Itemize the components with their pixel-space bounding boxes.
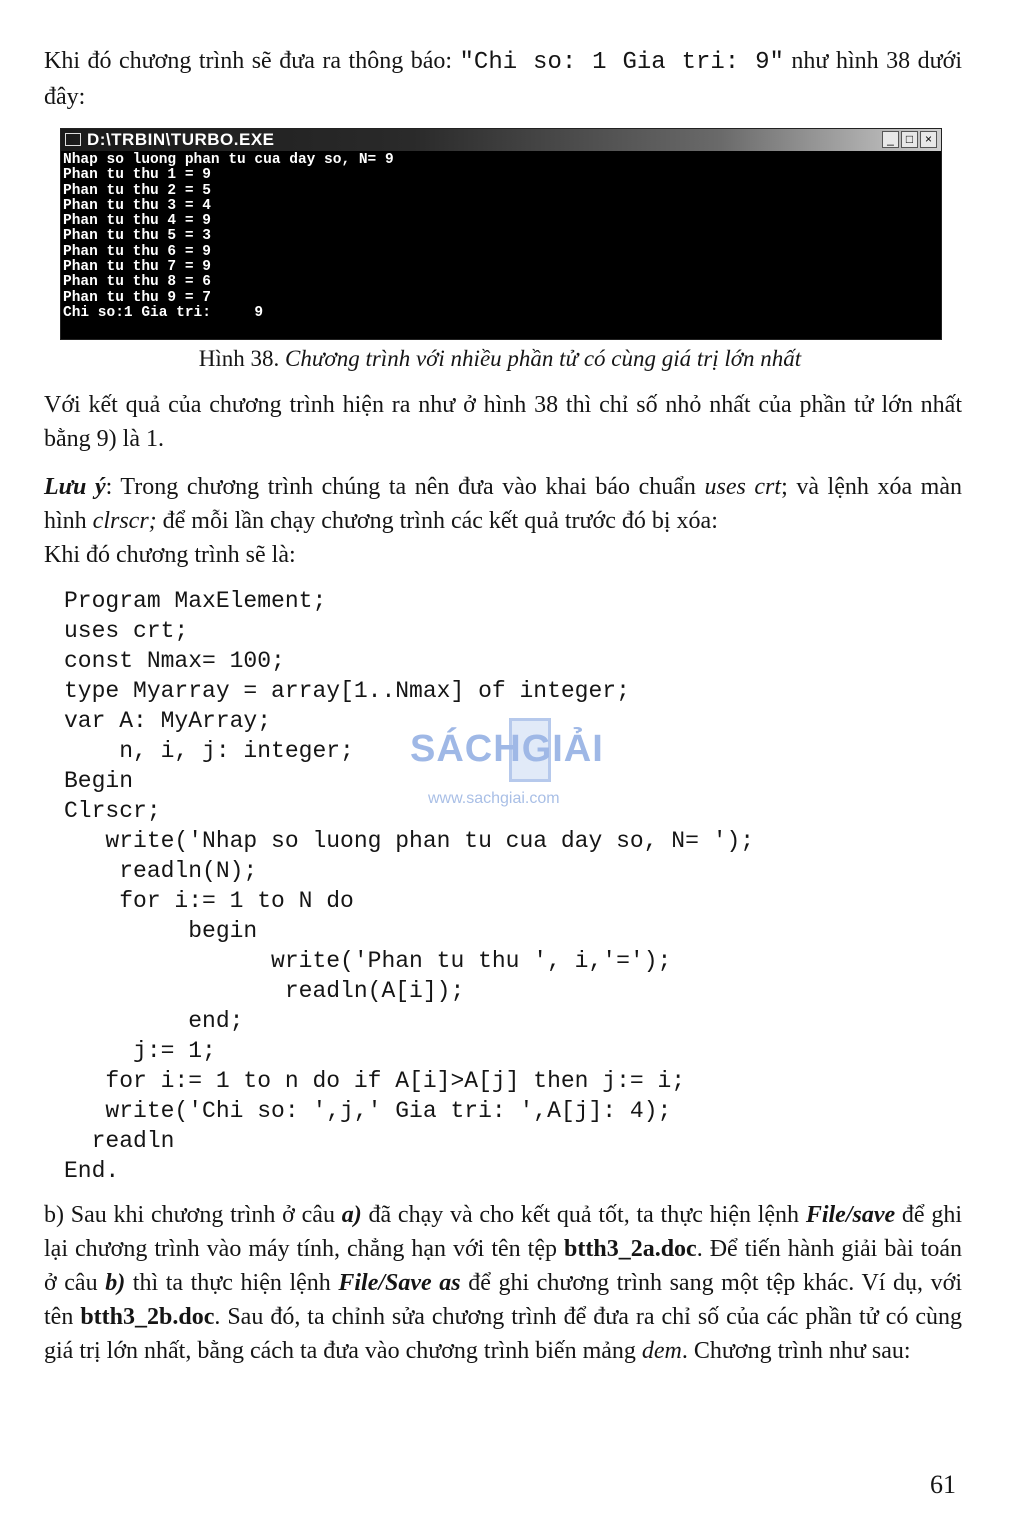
code-line: readln bbox=[64, 1128, 175, 1154]
console-line: Phan tu thu 9 = 7 bbox=[63, 289, 211, 306]
maximize-button[interactable]: □ bbox=[901, 131, 918, 148]
para-b-ref-b: b) bbox=[105, 1270, 126, 1296]
intro-text: Khi đó chương trình sẽ đưa ra thông báo: bbox=[44, 48, 460, 74]
code-line: write('Nhap so luong phan tu cua day so, N= '); bbox=[64, 828, 755, 854]
console-titlebar bbox=[61, 129, 941, 151]
console-line: Chi so:1 Gia tri: 9 bbox=[63, 304, 264, 321]
watermark-brand-right: IẢI bbox=[552, 728, 604, 770]
code-line: Program MaxElement; bbox=[64, 588, 327, 614]
console-line: Phan tu thu 7 = 9 bbox=[63, 259, 211, 276]
code-line: write('Phan tu thu ', i,'='); bbox=[64, 948, 672, 974]
para-b-text-3: để ghi lại chương trình vào máy tính, chẳng hạn với tên tệp bbox=[44, 1202, 962, 1262]
para-b-filename-1: btth3_2a.doc bbox=[564, 1236, 697, 1262]
para-b-file-save: File/save bbox=[805, 1202, 896, 1228]
console-line: Nhap so luong phan tu cua day so, N= 9 bbox=[63, 152, 394, 168]
note-paragraph bbox=[44, 470, 962, 538]
caption-text: Chương trình với nhiều phần tử có cùng giá trị lớn nhất bbox=[285, 346, 802, 371]
pascal-code-block bbox=[64, 586, 754, 1186]
code-line: var A: MyArray; bbox=[64, 708, 272, 734]
note-label: Lưu ý bbox=[44, 474, 106, 500]
code-line: Begin bbox=[64, 768, 134, 794]
para-b-text-7: . Sau đó, ta chỉnh sửa chương trình để đưa ra chỉ số của các phần tử có cùng giá trị lớn nhất, bằng cách ta đưa vào chương trình biến mảng bbox=[44, 1304, 962, 1364]
console-line: Phan tu thu 8 = 6 bbox=[63, 274, 211, 291]
caption-label: Hình 38. bbox=[198, 346, 286, 371]
console-window bbox=[60, 128, 942, 340]
minimize-button[interactable]: _ bbox=[882, 131, 899, 148]
console-line: Phan tu thu 2 = 5 bbox=[63, 182, 211, 199]
para-b-file-save-as: File/Save as bbox=[338, 1270, 461, 1296]
code-line: for i:= 1 to N do bbox=[64, 888, 354, 914]
watermark-brand-left: SÁCH bbox=[410, 728, 522, 770]
code-line: n, i, j: integer; bbox=[64, 738, 354, 764]
note-text-1: : Trong chương trình chúng ta nên đưa vào khai báo chuẩn bbox=[105, 474, 705, 500]
code-line: for i:= 1 to n do if A[i]>A[j] then j:= i; bbox=[64, 1068, 686, 1094]
console-line: Phan tu thu 4 = 9 bbox=[63, 213, 211, 230]
code-line: uses crt; bbox=[64, 618, 189, 644]
code-line: type Myarray = array[1..Nmax] of integer; bbox=[64, 678, 630, 704]
console-message-quote: "Chi so: 1 Gia tri: 9" bbox=[459, 49, 784, 76]
para-b-text-2: đã chạy và cho kết quả tốt, ta thực hiện lệnh bbox=[361, 1202, 806, 1228]
code-line: End. bbox=[64, 1158, 120, 1184]
note-text-3: để mỗi lần chạy chương trình các kết quả trước đó bị xóa: bbox=[156, 508, 718, 534]
note-clrscr: clrscr; bbox=[92, 508, 157, 534]
code-line: readln(N); bbox=[64, 858, 258, 884]
code-line: readln(A[i]); bbox=[64, 978, 465, 1004]
watermark-brand-mid: G bbox=[521, 728, 553, 770]
para-b-text-5: thì ta thực hiện lệnh bbox=[125, 1270, 339, 1296]
code-line: Clrscr; bbox=[64, 798, 161, 824]
note-text-2: ; và lệnh xóa màn hình bbox=[44, 474, 963, 534]
console-app-icon bbox=[65, 133, 81, 146]
para-b-var-dem: dem bbox=[641, 1338, 682, 1364]
watermark-url: www.sachgiai.com bbox=[428, 790, 560, 807]
result-paragraph: Với kết quả của chương trình hiện ra như ở hình 38 thì chỉ số nhỏ nhất của phần tử lớn nhất bằng 9) là 1. bbox=[44, 392, 962, 452]
close-button[interactable]: × bbox=[920, 131, 937, 148]
code-line: j:= 1; bbox=[64, 1038, 216, 1064]
para-b-ref-a: a) bbox=[341, 1202, 362, 1228]
paragraph-b bbox=[44, 1198, 962, 1368]
para-b-text-6: để ghi chương trình sang một tệp khác. Ví dụ, với tên bbox=[44, 1270, 963, 1330]
figure-caption bbox=[0, 344, 1000, 374]
para-b-text-1: b) Sau khi chương trình ở câu bbox=[44, 1202, 342, 1228]
note-line-2: Khi đó chương trình sẽ là: bbox=[44, 542, 296, 568]
intro-paragraph bbox=[44, 44, 962, 114]
console-line: Phan tu thu 1 = 9 bbox=[63, 167, 211, 184]
code-line: end; bbox=[64, 1008, 244, 1034]
console-title: D:\TRBIN\TURBO.EXE bbox=[87, 130, 275, 149]
para-b-text-8: . Chương trình như sau: bbox=[681, 1338, 911, 1364]
note-uses-crt: uses crt bbox=[704, 474, 782, 500]
console-line: Phan tu thu 6 = 9 bbox=[63, 243, 211, 260]
para-b-filename-2: btth3_2b.doc bbox=[80, 1304, 215, 1330]
code-line: const Nmax= 100; bbox=[64, 648, 285, 674]
para-b-text-4: . Để tiến hành giải bài toán ở câu bbox=[44, 1236, 962, 1296]
console-line: Phan tu thu 5 = 3 bbox=[63, 228, 211, 245]
page-number: 61 bbox=[930, 1470, 956, 1499]
console-line: Phan tu thu 3 = 4 bbox=[63, 197, 211, 214]
code-line: begin bbox=[64, 918, 258, 944]
intro-text-end: như hình 38 dưới đây: bbox=[44, 48, 962, 110]
console-output bbox=[63, 153, 394, 321]
code-line: write('Chi so: ',j,' Gia tri: ',A[j]: 4); bbox=[64, 1098, 672, 1124]
